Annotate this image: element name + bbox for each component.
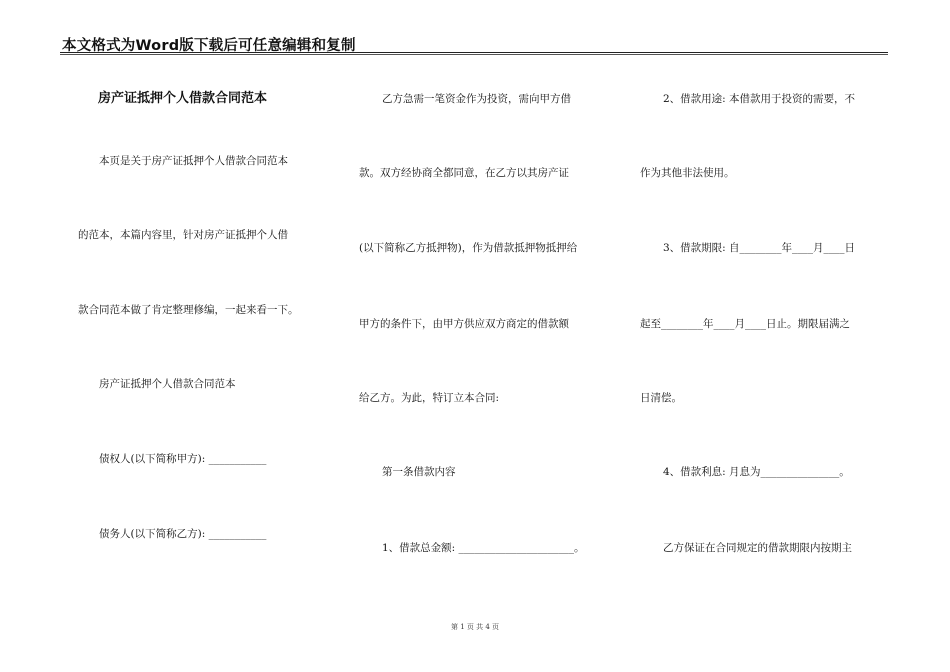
col2-line-1: 乙方急需一笔资金作为投资，需向甲方借 [382, 93, 571, 105]
debtor-line: 债务人(以下简称乙方): ___________ [99, 528, 267, 540]
loan-amount-line: 1、借款总金额: ______________________。 [382, 542, 585, 554]
interest-line: 4、借款利息: 月息为_______________。 [663, 466, 850, 478]
col3-line-2: 作为其他非法使用。 [640, 167, 735, 179]
col1-line-3: 款合同范本做了肯定整理修编，一起来看一下。 [78, 304, 299, 316]
article-one-heading: 第一条借款内容 [382, 466, 456, 478]
col2-line-5: 给乙方。为此，特订立本合同: [359, 392, 500, 404]
loan-term-line: 3、借款期限: 自________年____月____日 [663, 242, 856, 254]
col3-line-7: 乙方保证在合同规定的借款期限内按期主 [663, 542, 852, 554]
header-rule [60, 52, 888, 53]
document-header: 本文格式为Word版下载后可任意编辑和复制 [62, 38, 356, 54]
col3-line-4: 起至________年____月____日止。期限届满之 [640, 318, 850, 330]
col1-line-2: 的范本，本篇内容里，针对房产证抵押个人借 [78, 229, 288, 241]
page-footer: 第 1 页 共 4 页 [450, 623, 500, 631]
col1-subtitle: 房产证抵押个人借款合同范本 [99, 378, 236, 390]
header-rule-thin [60, 54, 888, 55]
col3-line-5: 日清偿。 [640, 392, 682, 404]
contract-title: 房产证抵押个人借款合同范本 [98, 91, 268, 106]
col2-line-3: (以下简称乙方抵押物)，作为借款抵押物抵押给 [359, 242, 578, 254]
col1-line-1: 本页是关于房产证抵押个人借款合同范本 [99, 155, 288, 167]
col2-line-4: 甲方的条件下，由甲方供应双方商定的借款额 [359, 318, 569, 330]
col2-line-2: 款。双方经协商全都同意，在乙方以其房产证 [359, 167, 569, 179]
creditor-line: 债权人(以下简称甲方): ___________ [99, 453, 267, 465]
col3-line-1: 2、借款用途: 本借款用于投资的需要，不 [663, 93, 856, 105]
